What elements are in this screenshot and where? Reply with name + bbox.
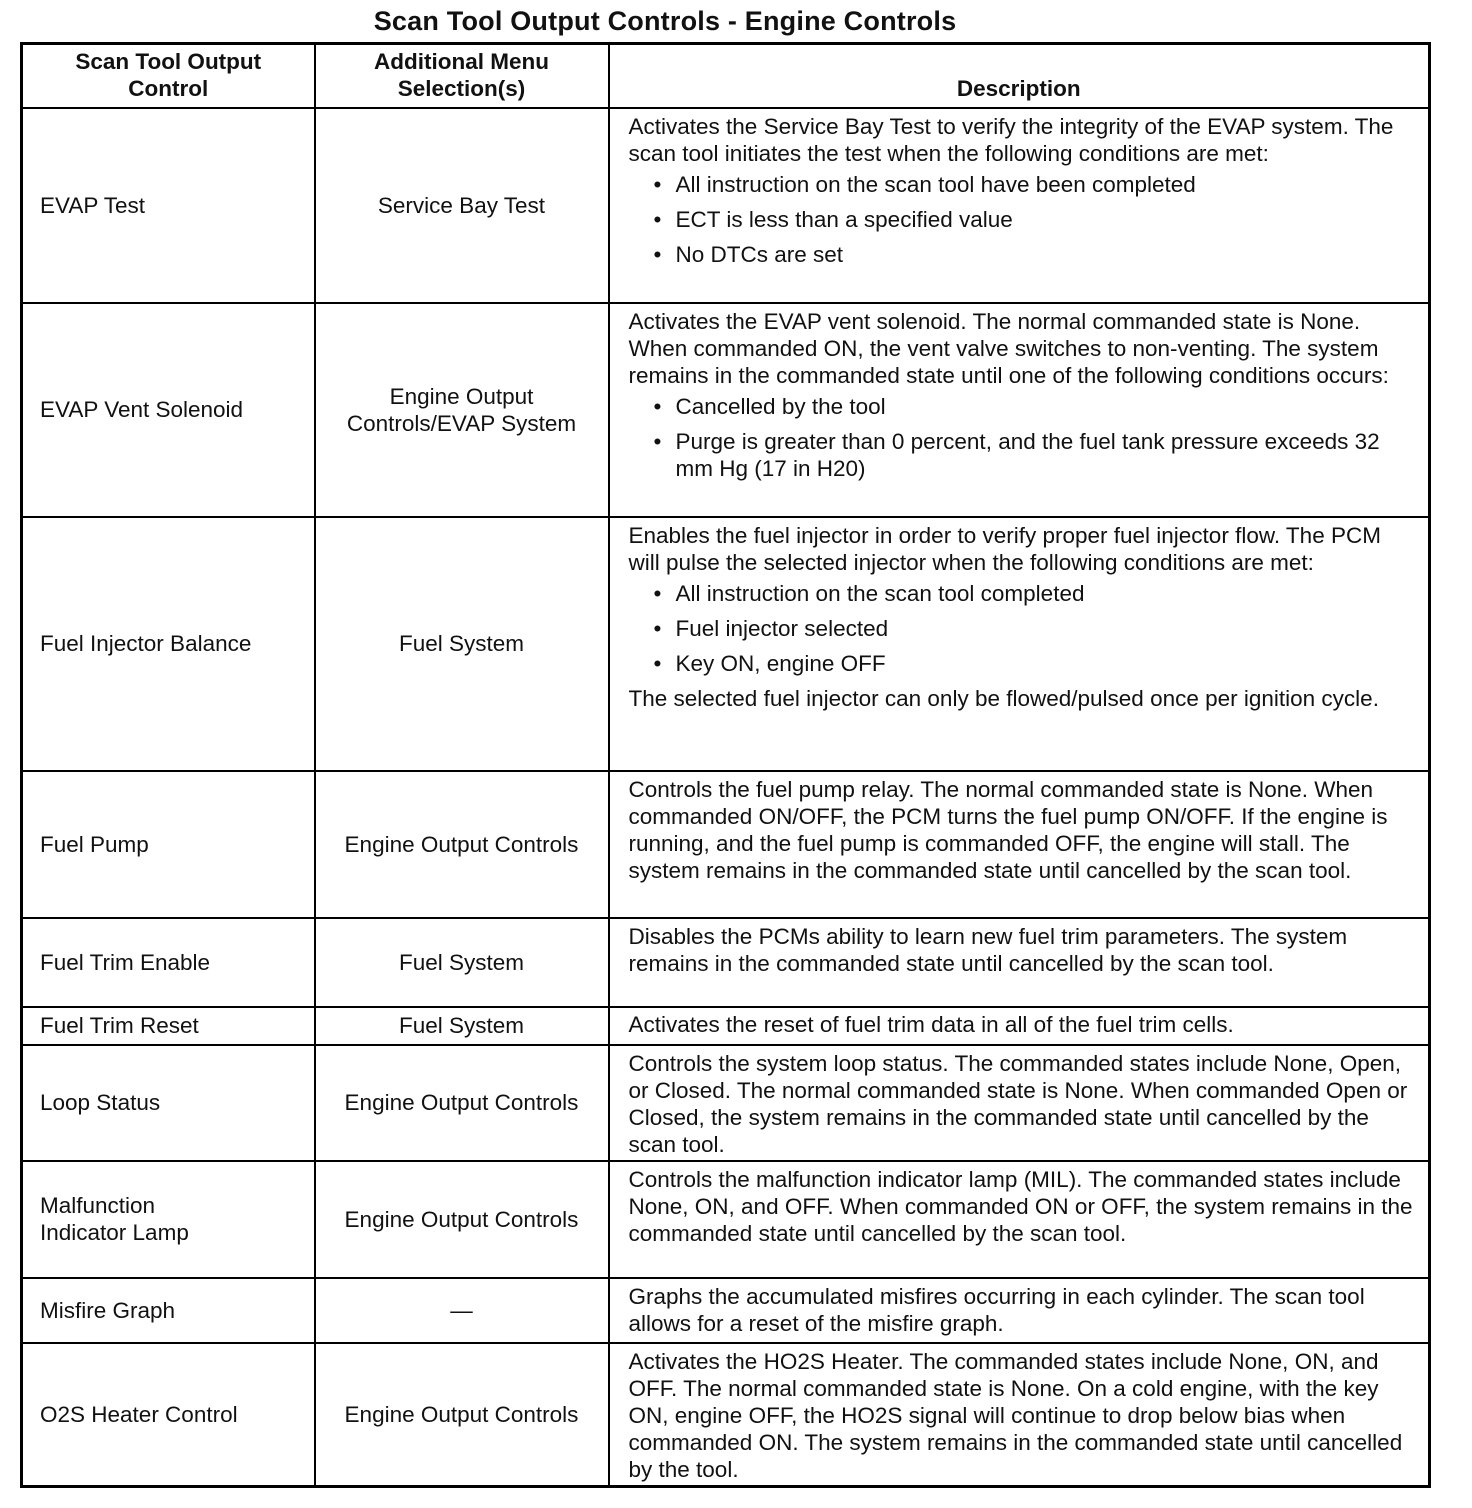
description — [609, 517, 1430, 771]
description: Controls the system loop status. The commanded states include None, Open, or Closed. The normal commanded state is None. When commanded Open or Closed, the system remains in the commanded state until cancelled by the scan tool. — [609, 1045, 1430, 1161]
menu-selection: Fuel System — [315, 1007, 609, 1045]
table-row — [22, 1343, 1430, 1487]
description — [609, 108, 1430, 303]
control-name: O2S Heater Control — [22, 1343, 315, 1487]
description: Graphs the accumulated misfires occurring in each cylinder. The scan tool allows for a reset of the misfire graph. — [609, 1278, 1430, 1343]
table-row — [22, 1278, 1430, 1343]
menu-selection: Engine Output Controls — [315, 1343, 609, 1487]
list-item: • Fuel injector selected — [676, 615, 1415, 642]
list-item: • ECT is less than a specified value — [676, 206, 1415, 233]
menu-selection: — — [315, 1278, 609, 1343]
list-item: • All instruction on the scan tool have been completed — [676, 171, 1415, 198]
control-name: EVAP Vent Solenoid — [22, 303, 315, 517]
control-name: Malfunction Indicator Lamp — [22, 1161, 315, 1278]
header-scan-tool-output-control: Scan Tool Output Control — [22, 44, 315, 108]
table-row — [22, 771, 1430, 918]
control-name: Loop Status — [22, 1045, 315, 1161]
control-name: EVAP Test — [22, 108, 315, 303]
page-title: Scan Tool Output Controls - Engine Controls — [373, 6, 957, 36]
table-row — [22, 1007, 1430, 1045]
table-row — [22, 1045, 1430, 1161]
control-name: Fuel Trim Enable — [22, 918, 315, 1007]
condition-list — [629, 171, 1415, 268]
header-description: Description — [609, 44, 1430, 108]
table-row — [22, 108, 1430, 303]
table-row — [22, 1161, 1430, 1278]
header-additional-menu-selection: Additional Menu Selection(s) — [315, 44, 609, 108]
list-item: • Purge is greater than 0 percent, and the fuel tank pressure exceeds 32 mm Hg (17 in H20) — [676, 428, 1415, 482]
output-controls-table — [20, 42, 1431, 1488]
description-text: Enables the fuel injector in order to verify proper fuel injector flow. The PCM will pulse the selected injector when the following conditions are met: — [628, 522, 1381, 575]
control-name: Misfire Graph — [22, 1278, 315, 1343]
description: Disables the PCMs ability to learn new fuel trim parameters. The system remains in the commanded state until cancelled by the scan tool. — [609, 918, 1430, 1007]
list-item: • No DTCs are set — [676, 241, 1415, 268]
description: Controls the fuel pump relay. The normal commanded state is None. When commanded ON/OFF, the PCM turns the fuel pump ON/OFF. If the engine is running, and the fuel pump is commanded OFF, the engine will stall. The system remains in the commanded state until cancelled by the scan tool. — [609, 771, 1430, 918]
menu-selection: Engine Output Controls — [315, 771, 609, 918]
control-name: Fuel Trim Reset — [22, 1007, 315, 1045]
description: Activates the reset of fuel trim data in all of the fuel trim cells. — [609, 1007, 1430, 1045]
condition-list — [629, 393, 1415, 482]
list-item: • All instruction on the scan tool completed — [676, 580, 1415, 607]
header-row — [22, 44, 1430, 108]
table-row — [22, 918, 1430, 1007]
control-name: Fuel Injector Balance — [22, 517, 315, 771]
list-item: • Cancelled by the tool — [676, 393, 1415, 420]
description-text: Activates the EVAP vent solenoid. The normal commanded state is None. When commanded ON, the vent valve switches to non-venting. The system remains in the commanded state until one of the following conditions occurs: — [628, 308, 1389, 388]
description: Controls the malfunction indicator lamp (MIL). The commanded states include None, ON, and OFF. When commanded ON or OFF, the system remains in the commanded state until cancelled by the scan tool. — [609, 1161, 1430, 1278]
control-name: Fuel Pump — [22, 771, 315, 918]
menu-selection: Engine Output Controls — [315, 1045, 609, 1161]
table-row — [22, 517, 1430, 771]
description: Activates the HO2S Heater. The commanded states include None, ON, and OFF. The normal commanded state is None. On a cold engine, with the key ON, engine OFF, the HO2S signal will continue to drop below bias when commanded ON. The system remains in the commanded state until cancelled by the tool. — [609, 1343, 1430, 1487]
description-text: Activates the Service Bay Test to verify the integrity of the EVAP system. The scan tool initiates the test when the following conditions are met: — [628, 113, 1394, 166]
description-note: The selected fuel injector can only be flowed/pulsed once per ignition cycle. — [628, 685, 1379, 711]
menu-selection: Engine Output Controls — [315, 1161, 609, 1278]
menu-selection: Engine Output Controls/EVAP System — [315, 303, 609, 517]
menu-selection: Fuel System — [315, 918, 609, 1007]
condition-list — [629, 580, 1415, 677]
table-row — [22, 303, 1430, 517]
list-item: • Key ON, engine OFF — [676, 650, 1415, 677]
description — [609, 303, 1430, 517]
menu-selection: Service Bay Test — [315, 108, 609, 303]
menu-selection: Fuel System — [315, 517, 609, 771]
